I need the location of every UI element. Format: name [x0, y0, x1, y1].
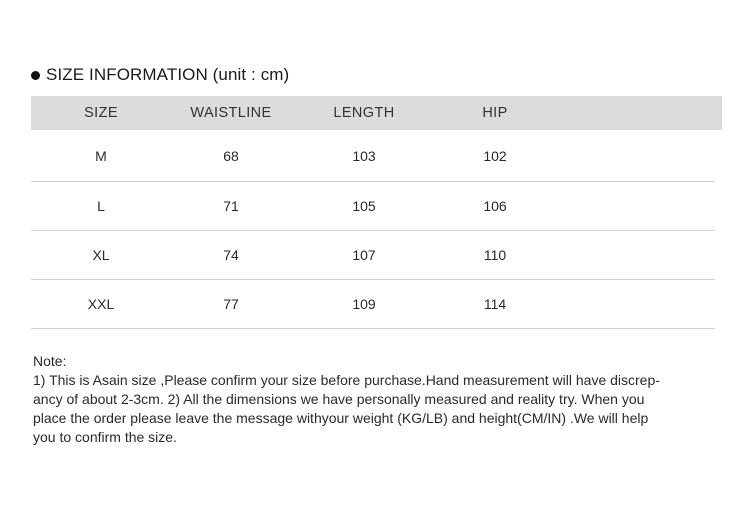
- section-header: [31, 64, 289, 86]
- header-hip: HIP: [482, 105, 508, 121]
- size-cell: XXL: [87, 296, 115, 312]
- table-row: [31, 130, 715, 182]
- size-note: [33, 352, 715, 447]
- length-cell: 103: [352, 147, 376, 164]
- header-size: SIZE: [84, 105, 118, 121]
- note-label: Note:: [33, 353, 67, 369]
- waistline-cell: 74: [223, 247, 239, 263]
- size-cell: XL: [92, 247, 110, 263]
- table-header-row: [31, 96, 722, 130]
- size-cell: M: [95, 147, 107, 164]
- table-row: [31, 182, 715, 231]
- note-line: 1) This is Asain size ,Please confirm your size before purchase.Hand measurement will have discrep-: [33, 372, 660, 388]
- table-row: [31, 231, 715, 280]
- waistline-cell: 68: [223, 147, 239, 164]
- waistline-cell: 77: [223, 296, 239, 312]
- waistline-cell: 71: [223, 198, 239, 214]
- section-title: SIZE INFORMATION (unit : cm): [46, 65, 290, 84]
- bullet-icon: [31, 71, 40, 80]
- header-waistline: WAISTLINE: [190, 105, 272, 121]
- note-line: you to confirm the size.: [33, 429, 177, 445]
- length-cell: 109: [352, 296, 376, 312]
- hip-cell: 114: [483, 296, 507, 312]
- length-cell: 105: [352, 198, 376, 214]
- note-line: ancy of about 2-3cm. 2) All the dimensions we have personally measured and reality try. When you: [33, 391, 645, 407]
- header-length: LENGTH: [333, 105, 395, 121]
- size-cell: L: [97, 198, 105, 214]
- hip-cell: 106: [483, 198, 507, 214]
- size-table: [31, 96, 722, 329]
- table-row: [31, 280, 715, 329]
- hip-cell: 110: [483, 247, 507, 263]
- length-cell: 107: [352, 247, 376, 263]
- note-line: place the order please leave the message withyour weight (KG/LB) and height(CM/IN) .We will help: [33, 410, 649, 426]
- hip-cell: 102: [483, 147, 507, 164]
